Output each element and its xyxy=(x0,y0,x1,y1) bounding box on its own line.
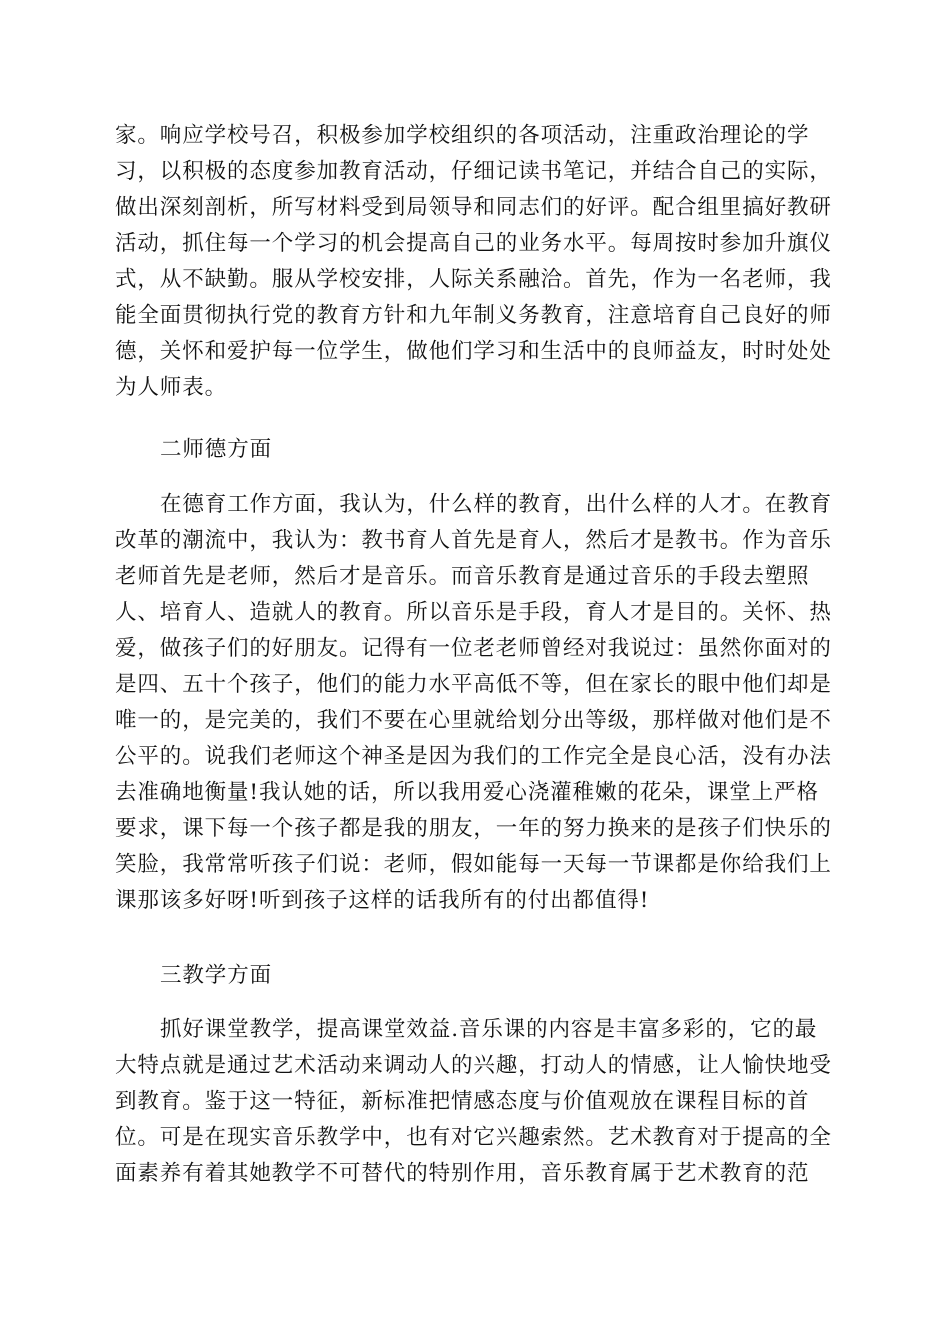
paragraph-1-line-3: 做出深刻剖析，所写材料受到局领导和同志们的好评。配合组里搞好教研 xyxy=(115,195,832,220)
paragraph-1-line-2: 习，以积极的态度参加教育活动，仔细记读书笔记，并结合自己的实际， xyxy=(115,159,832,184)
paragraph-2-line-8: 公平的。说我们老师这个神圣是因为我们的工作完全是良心活，没有办法 xyxy=(115,744,832,769)
paragraph-2-line-10: 要求，课下每一个孩子都是我的朋友，一年的努力换来的是孩子们快乐的 xyxy=(115,816,832,841)
paragraph-2-line-12: 课那该多好呀!听到孩子这样的话我所有的付出都值得! xyxy=(115,888,650,913)
paragraph-2-line-11: 笑脸，我常常听孩子们说：老师，假如能每一天每一节课都是你给我们上 xyxy=(115,852,832,877)
paragraph-1-line-6: 能全面贯彻执行党的教育方针和九年制义务教育，注意培育自己良好的师 xyxy=(115,303,832,328)
paragraph-2-line-5: 爱，做孩子们的好朋友。记得有一位老老师曾经对我说过：虽然你面对的 xyxy=(115,636,832,661)
paragraph-2-line-9: 去准确地衡量!我认她的话，所以我用爱心浇灌稚嫩的花朵，课堂上严格 xyxy=(115,780,819,805)
paragraph-3-line-1: 抓好课堂教学，提高课堂效益.音乐课的内容是丰富多彩的，它的最 xyxy=(160,1017,818,1042)
paragraph-2-line-3: 老师首先是老师，然后才是音乐。而音乐教育是通过音乐的手段去塑照 xyxy=(115,564,810,589)
paragraph-3-line-4: 位。可是在现实音乐教学中，也有对它兴趣索然。艺术教育对于提高的全 xyxy=(115,1125,832,1150)
paragraph-3-line-3: 到教育。鉴于这一特征，新标准把情感态度与价值观放在课程目标的首 xyxy=(115,1089,810,1114)
paragraph-2-line-2: 改革的潮流中，我认为：教书育人首先是育人，然后才是教书。作为音乐 xyxy=(115,528,832,553)
paragraph-2-line-4: 人、培育人、造就人的教育。所以音乐是手段，育人才是目的。关怀、热 xyxy=(115,600,832,625)
paragraph-2-line-6: 是四、五十个孩子，他们的能力水平高低不等，但在家长的眼中他们却是 xyxy=(115,672,832,697)
paragraph-2-line-1: 在德育工作方面，我认为，什么样的教育，出什么样的人才。在教育 xyxy=(160,492,833,517)
paragraph-1-line-7: 德，关怀和爱护每一位学生，做他们学习和生活中的良师益友，时时处处 xyxy=(115,339,832,364)
paragraph-3-line-5: 面素养有着其她教学不可替代的特别作用，音乐教育属于艺术教育的范 xyxy=(115,1161,810,1186)
section-heading-teacher-ethics: 二师德方面 xyxy=(160,437,273,462)
paragraph-1-line-8: 为人师表。 xyxy=(115,375,228,400)
paragraph-1-line-5: 式，从不缺勤。服从学校安排，人际关系融洽。首先，作为一名老师，我 xyxy=(115,267,832,292)
paragraph-1-line-4: 活动，抓住每一个学习的机会提高自己的业务水平。每周按时参加升旗仪 xyxy=(115,231,832,256)
paragraph-2-line-7: 唯一的，是完美的，我们不要在心里就给划分出等级，那样做对他们是不 xyxy=(115,708,832,733)
paragraph-3-line-2: 大特点就是通过艺术活动来调动人的兴趣，打动人的情感，让人愉快地受 xyxy=(115,1053,832,1078)
paragraph-1-line-1: 家。响应学校号召，积极参加学校组织的各项活动，注重政治理论的学 xyxy=(115,123,810,148)
section-heading-teaching: 三教学方面 xyxy=(160,963,273,988)
